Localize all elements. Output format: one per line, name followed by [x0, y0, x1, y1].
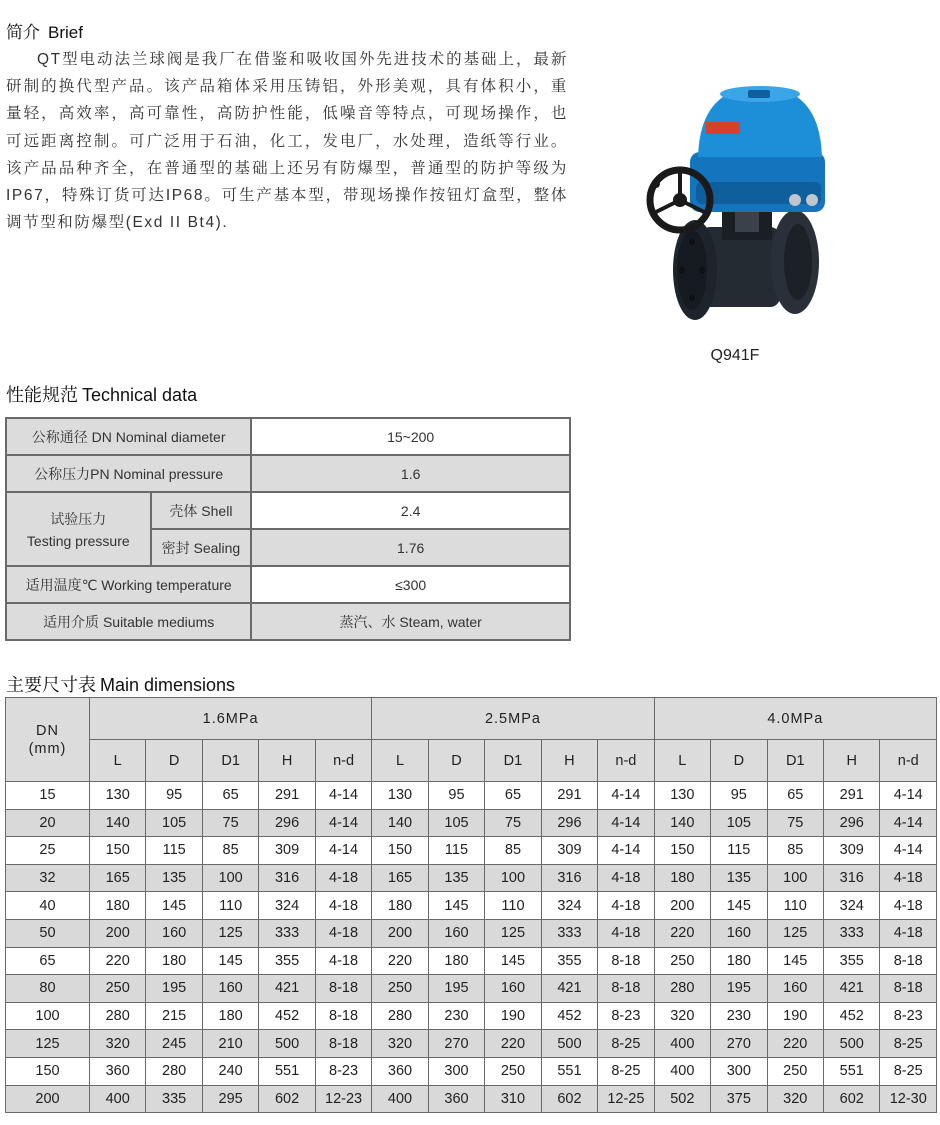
dimension-cell: 296	[541, 809, 597, 837]
dimension-cell: 296	[824, 809, 880, 837]
testing-pressure-cn: 试验压力	[50, 511, 107, 527]
dimension-cell: 320	[767, 1085, 823, 1113]
dimension-cell: 4-18	[880, 892, 937, 920]
table-row	[6, 947, 937, 975]
dimension-cell: 210	[202, 1030, 258, 1058]
dims-title-cn: 主要尺寸表	[6, 675, 96, 695]
pressure-header: 2.5MPa	[372, 698, 654, 740]
dimension-cell: 160	[202, 975, 258, 1003]
dimension-cell: 160	[146, 919, 202, 947]
dimension-cell: 309	[824, 837, 880, 865]
dimension-cell: 150	[89, 837, 145, 865]
column-header-d1: D1	[485, 740, 541, 782]
dimension-cell: 4-18	[598, 919, 654, 947]
dimension-cell: 180	[654, 864, 710, 892]
dimension-cell: 502	[654, 1085, 710, 1113]
dimension-cell: 65	[767, 782, 823, 810]
temperature-label: 适用温度℃ Working temperature	[6, 566, 251, 603]
table-row	[6, 975, 937, 1003]
dimension-cell: 200	[89, 919, 145, 947]
pressure-header: 1.6MPa	[89, 698, 371, 740]
dimension-cell: 4-18	[598, 864, 654, 892]
table-row	[6, 837, 937, 865]
dimension-cell: 324	[259, 892, 315, 920]
dimension-cell: 125	[767, 919, 823, 947]
brief-heading	[6, 18, 83, 43]
column-header-n-d: n-d	[598, 740, 654, 782]
column-header-l: L	[89, 740, 145, 782]
testing-pressure-en: Testing pressure	[26, 533, 130, 549]
table-row	[6, 892, 937, 920]
dimension-cell: 335	[146, 1085, 202, 1113]
dimension-cell: 180	[89, 892, 145, 920]
dimension-cell: 130	[89, 782, 145, 810]
dimension-cell: 400	[89, 1085, 145, 1113]
dimension-cell: 4-14	[598, 837, 654, 865]
dimension-cell: 130	[654, 782, 710, 810]
dimension-cell: 65	[485, 782, 541, 810]
dimension-cell: 452	[824, 1002, 880, 1030]
column-header-n-d: n-d	[880, 740, 937, 782]
dimension-cell: 324	[541, 892, 597, 920]
medium-value: 蒸汽、水 Steam, water	[251, 603, 570, 640]
dimension-cell: 85	[485, 837, 541, 865]
brief-text: QT型电动法兰球阀是我厂在借鉴和吸收国外先进技术的基础上，最新研制的换代型产品。该产品箱体采用压铸铝，外形美观，具有体积小，重量轻，高效率，高可靠性，高防护性能，低噪音等特点，可现场操作，也可远距离控制。可广泛用于石油，化工，发电厂，水处理，造纸等行业。该产品品种齐全，在普通型的基础上还另有防爆型，普通型的防护等级为IP67，特殊订货可达IP68。可生产基本型，带现场操作按钮灯盒型，整体调节型和防爆型(Exd II Bt4).	[6, 51, 568, 232]
dimension-cell: 190	[767, 1002, 823, 1030]
dimension-cell: 291	[541, 782, 597, 810]
dn-header-unit: (mm)	[28, 740, 67, 757]
dimension-cell: 195	[428, 975, 484, 1003]
dimension-cell: 310	[485, 1085, 541, 1113]
dn-cell: 65	[6, 947, 90, 975]
dimension-cell: 400	[654, 1057, 710, 1085]
dimension-cell: 125	[202, 919, 258, 947]
dimension-cell: 4-14	[315, 837, 371, 865]
dimension-cell: 355	[824, 947, 880, 975]
dims-pressure-header-row	[6, 698, 937, 740]
dimension-cell: 140	[89, 809, 145, 837]
brief-heading-cn: 简介	[6, 23, 40, 42]
dimension-cell: 400	[654, 1030, 710, 1058]
dimension-cell: 240	[202, 1057, 258, 1085]
dimension-cell: 300	[428, 1057, 484, 1085]
dimension-cell: 291	[824, 782, 880, 810]
dimension-cell: 333	[541, 919, 597, 947]
dimension-cell: 220	[372, 947, 428, 975]
dimension-cell: 250	[654, 947, 710, 975]
dims-title	[6, 671, 235, 697]
dimension-cell: 250	[89, 975, 145, 1003]
dimension-cell: 160	[767, 975, 823, 1003]
dimension-cell: 316	[824, 864, 880, 892]
nominal-diameter-value: 15~200	[251, 418, 570, 455]
dimension-cell: 115	[428, 837, 484, 865]
dimension-cell: 180	[202, 1002, 258, 1030]
nominal-diameter-label: 公称通径 DN Nominal diameter	[6, 418, 251, 455]
dimension-cell: 296	[259, 809, 315, 837]
nominal-pressure-label: 公称压力PN Nominal pressure	[6, 455, 251, 492]
dimension-cell: 8-18	[315, 1030, 371, 1058]
dimension-cell: 12-23	[315, 1085, 371, 1113]
table-row	[6, 809, 937, 837]
dn-cell: 40	[6, 892, 90, 920]
dimension-cell: 333	[824, 919, 880, 947]
column-header-d1: D1	[202, 740, 258, 782]
dimension-cell: 4-14	[880, 809, 937, 837]
dimension-cell: 320	[654, 1002, 710, 1030]
dn-cell: 25	[6, 837, 90, 865]
dimension-cell: 115	[711, 837, 767, 865]
dimension-cell: 291	[259, 782, 315, 810]
dimension-cell: 4-18	[880, 919, 937, 947]
dimension-cell: 165	[372, 864, 428, 892]
dimension-cell: 160	[711, 919, 767, 947]
dimension-cell: 500	[259, 1030, 315, 1058]
dimension-cell: 8-18	[315, 1002, 371, 1030]
dimension-cell: 8-18	[315, 975, 371, 1003]
dimension-cell: 135	[146, 864, 202, 892]
dimension-cell: 452	[541, 1002, 597, 1030]
dimension-cell: 8-18	[880, 947, 937, 975]
dn-cell: 50	[6, 919, 90, 947]
dims-title-en: Main dimensions	[100, 675, 236, 695]
tech-row-temperature	[6, 566, 570, 603]
dimension-cell: 250	[485, 1057, 541, 1085]
tech-title	[6, 381, 197, 407]
dimension-cell: 150	[654, 837, 710, 865]
dimension-cell: 300	[711, 1057, 767, 1085]
dimension-cell: 135	[428, 864, 484, 892]
dimension-cell: 270	[711, 1030, 767, 1058]
dimension-cell: 355	[259, 947, 315, 975]
dimension-cell: 85	[202, 837, 258, 865]
dimension-cell: 4-14	[598, 809, 654, 837]
table-row	[6, 1057, 937, 1085]
nameplate	[706, 122, 740, 134]
dims-body	[6, 782, 937, 1113]
dimension-cell: 8-23	[315, 1057, 371, 1085]
nominal-pressure-value: 1.6	[251, 455, 570, 492]
dimension-cell: 180	[146, 947, 202, 975]
dimension-cell: 551	[259, 1057, 315, 1085]
column-header-n-d: n-d	[315, 740, 371, 782]
dimension-cell: 195	[146, 975, 202, 1003]
dimension-cell: 250	[372, 975, 428, 1003]
dimension-cell: 110	[485, 892, 541, 920]
dimension-cell: 4-14	[315, 782, 371, 810]
column-header-d: D	[711, 740, 767, 782]
table-row	[6, 919, 937, 947]
dimension-cell: 280	[654, 975, 710, 1003]
tech-row-medium	[6, 603, 570, 640]
valve-illustration	[640, 82, 830, 327]
dimension-cell: 4-14	[880, 837, 937, 865]
dimension-cell: 75	[767, 809, 823, 837]
dn-cell: 80	[6, 975, 90, 1003]
dimension-cell: 551	[824, 1057, 880, 1085]
dimension-cell: 8-25	[598, 1057, 654, 1085]
dn-cell: 125	[6, 1030, 90, 1058]
dimension-cell: 316	[259, 864, 315, 892]
dimension-cell: 85	[767, 837, 823, 865]
dimension-cell: 75	[485, 809, 541, 837]
dimension-cell: 230	[428, 1002, 484, 1030]
dimension-cell: 145	[711, 892, 767, 920]
dimension-cell: 95	[711, 782, 767, 810]
shell-label: 壳体 Shell	[151, 492, 252, 529]
dimension-cell: 115	[146, 837, 202, 865]
dimension-cell: 105	[146, 809, 202, 837]
dimension-cell: 100	[767, 864, 823, 892]
technical-data-table	[5, 417, 571, 641]
dimension-cell: 360	[372, 1057, 428, 1085]
dimension-cell: 100	[202, 864, 258, 892]
temperature-value: ≤300	[251, 566, 570, 603]
dimension-cell: 500	[824, 1030, 880, 1058]
table-row	[6, 782, 937, 810]
dimension-cell: 421	[259, 975, 315, 1003]
dimension-cell: 421	[541, 975, 597, 1003]
dimension-cell: 75	[202, 809, 258, 837]
dimension-cell: 180	[372, 892, 428, 920]
dimensions-table	[5, 697, 937, 1113]
dimension-cell: 140	[372, 809, 428, 837]
dimension-cell: 4-18	[315, 947, 371, 975]
dims-column-header-row	[6, 740, 937, 782]
tech-title-en: Technical data	[82, 385, 198, 405]
dimension-cell: 309	[259, 837, 315, 865]
dimension-cell: 4-14	[598, 782, 654, 810]
dimension-cell: 165	[89, 864, 145, 892]
dimension-cell: 140	[654, 809, 710, 837]
dimension-cell: 4-18	[598, 892, 654, 920]
dimension-cell: 421	[824, 975, 880, 1003]
pressure-header: 4.0MPa	[654, 698, 936, 740]
testing-pressure-label	[6, 492, 151, 566]
dimension-cell: 245	[146, 1030, 202, 1058]
dimension-cell: 500	[541, 1030, 597, 1058]
dimension-cell: 160	[428, 919, 484, 947]
dimension-cell: 180	[711, 947, 767, 975]
dimension-cell: 105	[711, 809, 767, 837]
dimension-cell: 95	[428, 782, 484, 810]
valve-model-caption: Q941F	[710, 347, 760, 364]
dimension-cell: 375	[711, 1085, 767, 1113]
dn-header-label: DN	[36, 722, 59, 739]
dimension-cell: 602	[259, 1085, 315, 1113]
dimension-cell: 190	[485, 1002, 541, 1030]
column-header-l: L	[654, 740, 710, 782]
dimension-cell: 602	[824, 1085, 880, 1113]
dn-header	[6, 698, 90, 782]
column-header-d: D	[146, 740, 202, 782]
dimension-cell: 180	[428, 947, 484, 975]
dimension-cell: 280	[89, 1002, 145, 1030]
dimension-cell: 150	[372, 837, 428, 865]
dimension-cell: 8-25	[880, 1057, 937, 1085]
dimension-cell: 65	[202, 782, 258, 810]
dimension-cell: 320	[372, 1030, 428, 1058]
dimension-cell: 324	[824, 892, 880, 920]
table-row	[6, 1030, 937, 1058]
tech-row-pressure	[6, 455, 570, 492]
dimension-cell: 12-25	[598, 1085, 654, 1113]
dimension-cell: 220	[485, 1030, 541, 1058]
dimension-cell: 220	[89, 947, 145, 975]
table-row	[6, 1002, 937, 1030]
dimension-cell: 200	[654, 892, 710, 920]
medium-label: 适用介质 Suitable mediums	[6, 603, 251, 640]
dimension-cell: 250	[767, 1057, 823, 1085]
dimension-cell: 8-25	[880, 1030, 937, 1058]
dimension-cell: 4-14	[315, 809, 371, 837]
dimension-cell: 551	[541, 1057, 597, 1085]
dimension-cell: 355	[541, 947, 597, 975]
dimension-cell: 333	[259, 919, 315, 947]
dimension-cell: 8-23	[880, 1002, 937, 1030]
dimension-cell: 4-18	[315, 892, 371, 920]
dimension-cell: 8-25	[598, 1030, 654, 1058]
table-row	[6, 864, 937, 892]
dimension-cell: 8-18	[598, 947, 654, 975]
dimension-cell: 100	[485, 864, 541, 892]
dimension-cell: 8-18	[598, 975, 654, 1003]
dimension-cell: 145	[428, 892, 484, 920]
dimension-cell: 105	[428, 809, 484, 837]
dn-cell: 200	[6, 1085, 90, 1113]
dimension-cell: 130	[372, 782, 428, 810]
tech-row-shell	[6, 492, 570, 529]
dimension-cell: 309	[541, 837, 597, 865]
dimension-cell: 145	[767, 947, 823, 975]
dimension-cell: 230	[711, 1002, 767, 1030]
dimension-cell: 320	[89, 1030, 145, 1058]
dimension-cell: 125	[485, 919, 541, 947]
dimension-cell: 4-18	[315, 919, 371, 947]
dimension-cell: 360	[428, 1085, 484, 1113]
column-header-d: D	[428, 740, 484, 782]
dimension-cell: 602	[541, 1085, 597, 1113]
dn-cell: 15	[6, 782, 90, 810]
dimension-cell: 8-23	[598, 1002, 654, 1030]
dimension-cell: 145	[146, 892, 202, 920]
dimension-cell: 220	[654, 919, 710, 947]
dn-cell: 20	[6, 809, 90, 837]
dimension-cell: 95	[146, 782, 202, 810]
dimension-cell: 452	[259, 1002, 315, 1030]
tech-title-cn: 性能规范	[6, 385, 78, 405]
column-header-h: H	[259, 740, 315, 782]
column-header-h: H	[824, 740, 880, 782]
dimension-cell: 145	[202, 947, 258, 975]
dimension-cell: 295	[202, 1085, 258, 1113]
dimension-cell: 110	[202, 892, 258, 920]
dimension-cell: 200	[372, 919, 428, 947]
dn-cell: 100	[6, 1002, 90, 1030]
dimension-cell: 280	[146, 1057, 202, 1085]
sealing-value: 1.76	[251, 529, 570, 566]
dimension-cell: 145	[485, 947, 541, 975]
dimension-cell: 4-14	[880, 782, 937, 810]
dn-cell: 150	[6, 1057, 90, 1085]
dimension-cell: 316	[541, 864, 597, 892]
dimension-cell: 280	[372, 1002, 428, 1030]
dimension-cell: 195	[711, 975, 767, 1003]
dimension-cell: 160	[485, 975, 541, 1003]
dimension-cell: 12-30	[880, 1085, 937, 1113]
column-header-h: H	[541, 740, 597, 782]
dimension-cell: 400	[372, 1085, 428, 1113]
brief-heading-en: Brief	[48, 23, 83, 42]
dimension-cell: 220	[767, 1030, 823, 1058]
dn-cell: 32	[6, 864, 90, 892]
dimension-cell: 110	[767, 892, 823, 920]
dimension-cell: 4-18	[880, 864, 937, 892]
tech-row-diameter	[6, 418, 570, 455]
dimension-cell: 215	[146, 1002, 202, 1030]
shell-value: 2.4	[251, 492, 570, 529]
dimension-cell: 270	[428, 1030, 484, 1058]
column-header-d1: D1	[767, 740, 823, 782]
dimension-cell: 8-18	[880, 975, 937, 1003]
dimension-cell: 4-18	[315, 864, 371, 892]
table-row	[6, 1085, 937, 1113]
dimension-cell: 135	[711, 864, 767, 892]
dimension-cell: 360	[89, 1057, 145, 1085]
sealing-label: 密封 Sealing	[151, 529, 252, 566]
column-header-l: L	[372, 740, 428, 782]
